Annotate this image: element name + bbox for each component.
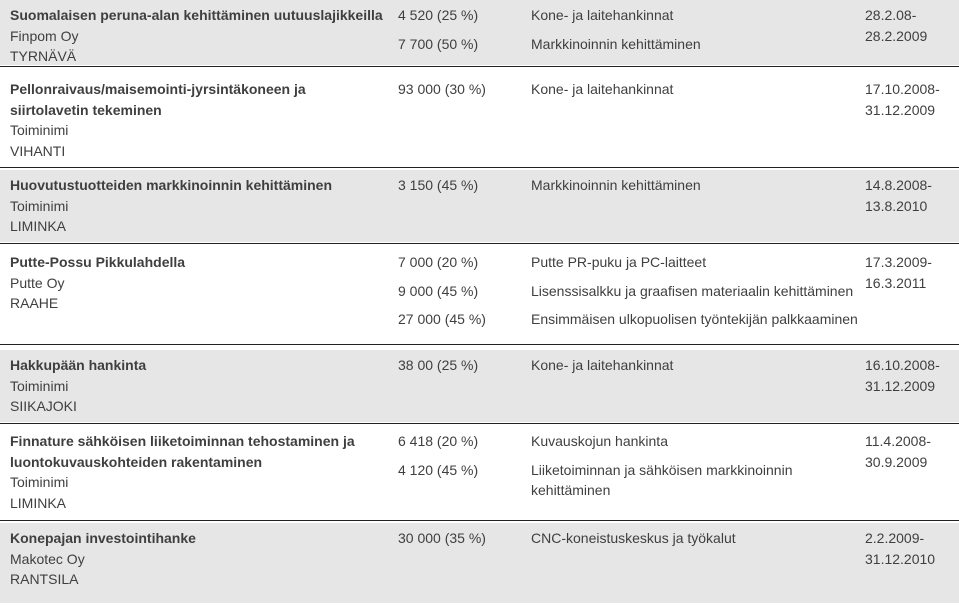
purpose-cell xyxy=(531,252,856,330)
purpose-cell xyxy=(531,355,856,376)
period-cell xyxy=(865,175,955,216)
project-title: Putte-Possu Pikkulahdella xyxy=(10,254,186,270)
period-start: 28.2.08- xyxy=(865,7,917,23)
purpose-text: Ensimmäisen ulkopuolisen työntekijän palkkaaminen xyxy=(531,311,858,327)
row-divider xyxy=(0,344,959,345)
row-divider xyxy=(0,520,959,521)
purpose-text: CNC-koneistuskeskus ja työkalut xyxy=(531,530,736,546)
purpose-cell xyxy=(531,431,856,501)
purpose-text: Kone- ja laitehankinnat xyxy=(531,81,674,97)
row-divider xyxy=(0,66,959,67)
purpose-text: Markkinoinnin kehittäminen xyxy=(531,35,701,52)
project-cell xyxy=(10,355,372,417)
project-title: Hakkupään hankinta xyxy=(10,357,147,373)
period-end: 31.12.2009 xyxy=(865,377,936,394)
municipality: SIIKAJOKI xyxy=(10,398,77,414)
amount-value: 38 00 (25 %) xyxy=(398,357,479,373)
applicant-name: Toiminimi xyxy=(10,122,69,138)
applicant-name: Toiminimi xyxy=(10,377,69,394)
row-divider xyxy=(0,423,959,424)
table-row xyxy=(0,426,959,519)
amount-cell xyxy=(398,252,526,330)
amount-value: 7 700 (50 %) xyxy=(398,35,479,52)
purpose-text: Markkinoinnin kehittäminen xyxy=(531,177,701,193)
purpose-text: Liiketoiminnan ja sähköisen markkinoinnin kehittäminen xyxy=(531,461,793,498)
period-cell xyxy=(865,355,955,396)
table-row xyxy=(0,0,959,65)
period-end: 13.8.2010 xyxy=(865,197,928,214)
table-row xyxy=(0,247,959,343)
row-divider xyxy=(0,167,959,168)
amount-value: 30 000 (35 %) xyxy=(398,530,486,546)
period-end: 31.12.2010 xyxy=(865,550,936,567)
project-title: Pellonraivaus/maisemointi-jyrsintäkoneen ja siirtolavetin tekeminen xyxy=(10,81,306,118)
municipality: VIHANTI xyxy=(10,142,66,159)
amount-cell xyxy=(398,355,526,376)
period-cell xyxy=(865,431,955,472)
amount-cell xyxy=(398,431,526,480)
row-divider xyxy=(0,243,959,244)
project-title: Huovutustuotteiden markkinoinnin kehittäminen xyxy=(10,177,333,193)
project-title: Finnature sähköisen liiketoiminnan tehostaminen ja luontokuvauskohteiden rakentaminen xyxy=(10,433,355,470)
period-start: 2.2.2009- xyxy=(865,530,925,546)
purpose-cell xyxy=(531,5,856,54)
applicant-name: Finpom Oy xyxy=(10,27,79,44)
purpose-text: Kone- ja laitehankinnat xyxy=(531,357,674,373)
period-end: 28.2.2009 xyxy=(865,27,928,44)
purpose-text: Putte PR-puku ja PC-laitteet xyxy=(531,254,707,270)
amount-value: 93 000 (30 %) xyxy=(398,81,486,97)
amount-cell xyxy=(398,175,526,196)
period-start: 14.8.2008- xyxy=(865,177,932,193)
amount-value: 3 150 (45 %) xyxy=(398,177,479,193)
municipality: LIMINKA xyxy=(10,218,67,234)
period-start: 17.10.2008- xyxy=(865,81,940,97)
amount-value: 6 418 (20 %) xyxy=(398,433,479,449)
period-cell xyxy=(865,528,955,569)
municipality: LIMINKA xyxy=(10,494,67,511)
period-cell xyxy=(865,79,955,120)
period-start: 16.10.2008- xyxy=(865,357,940,373)
project-cell xyxy=(10,431,372,513)
project-cell xyxy=(10,175,372,237)
amount-cell xyxy=(398,528,526,549)
project-title: Suomalaisen peruna-alan kehittäminen uutuuslajikkeilla xyxy=(10,7,383,23)
purpose-text: Kuvauskojun hankinta xyxy=(531,433,668,449)
purpose-cell xyxy=(531,528,856,549)
period-end: 31.12.2009 xyxy=(865,101,936,118)
municipality: TYRNÄVÄ xyxy=(10,48,77,64)
table-row xyxy=(0,350,959,422)
purpose-text: Kone- ja laitehankinnat xyxy=(531,7,674,23)
applicant-name: Toiminimi xyxy=(10,474,69,490)
period-end: 16.3.2011 xyxy=(865,274,927,291)
amount-cell xyxy=(398,5,526,54)
amount-value: 9 000 (45 %) xyxy=(398,282,479,299)
applicant-name: Putte Oy xyxy=(10,274,65,291)
project-title: Konepajan investointihanke xyxy=(10,530,196,546)
period-end: 30.9.2009 xyxy=(865,453,928,470)
amount-value: 27 000 (45 %) xyxy=(398,311,486,327)
purpose-text: Lisenssisalkku ja graafisen materiaalin kehittäminen xyxy=(531,282,854,299)
period-start: 17.3.2009- xyxy=(865,254,932,270)
table-row xyxy=(0,74,959,166)
municipality: RAAHE xyxy=(10,295,59,311)
applicant-name: Toiminimi xyxy=(10,197,69,214)
table-row xyxy=(0,523,959,603)
project-cell xyxy=(10,5,383,67)
amount-value: 7 000 (20 %) xyxy=(398,254,479,270)
period-start: 11.4.2008- xyxy=(865,433,931,449)
amount-value: 4 120 (45 %) xyxy=(398,461,479,478)
applicant-name: Makotec Oy xyxy=(10,550,85,567)
project-cell xyxy=(10,528,372,590)
period-cell xyxy=(865,5,955,46)
period-cell xyxy=(865,252,955,293)
project-cell xyxy=(10,79,372,161)
amount-value: 4 520 (25 %) xyxy=(398,7,479,23)
purpose-cell xyxy=(531,175,856,196)
purpose-cell xyxy=(531,79,856,100)
project-cell xyxy=(10,252,372,314)
table-row xyxy=(0,170,959,242)
amount-cell xyxy=(398,79,526,100)
municipality: RANTSILA xyxy=(10,571,79,587)
